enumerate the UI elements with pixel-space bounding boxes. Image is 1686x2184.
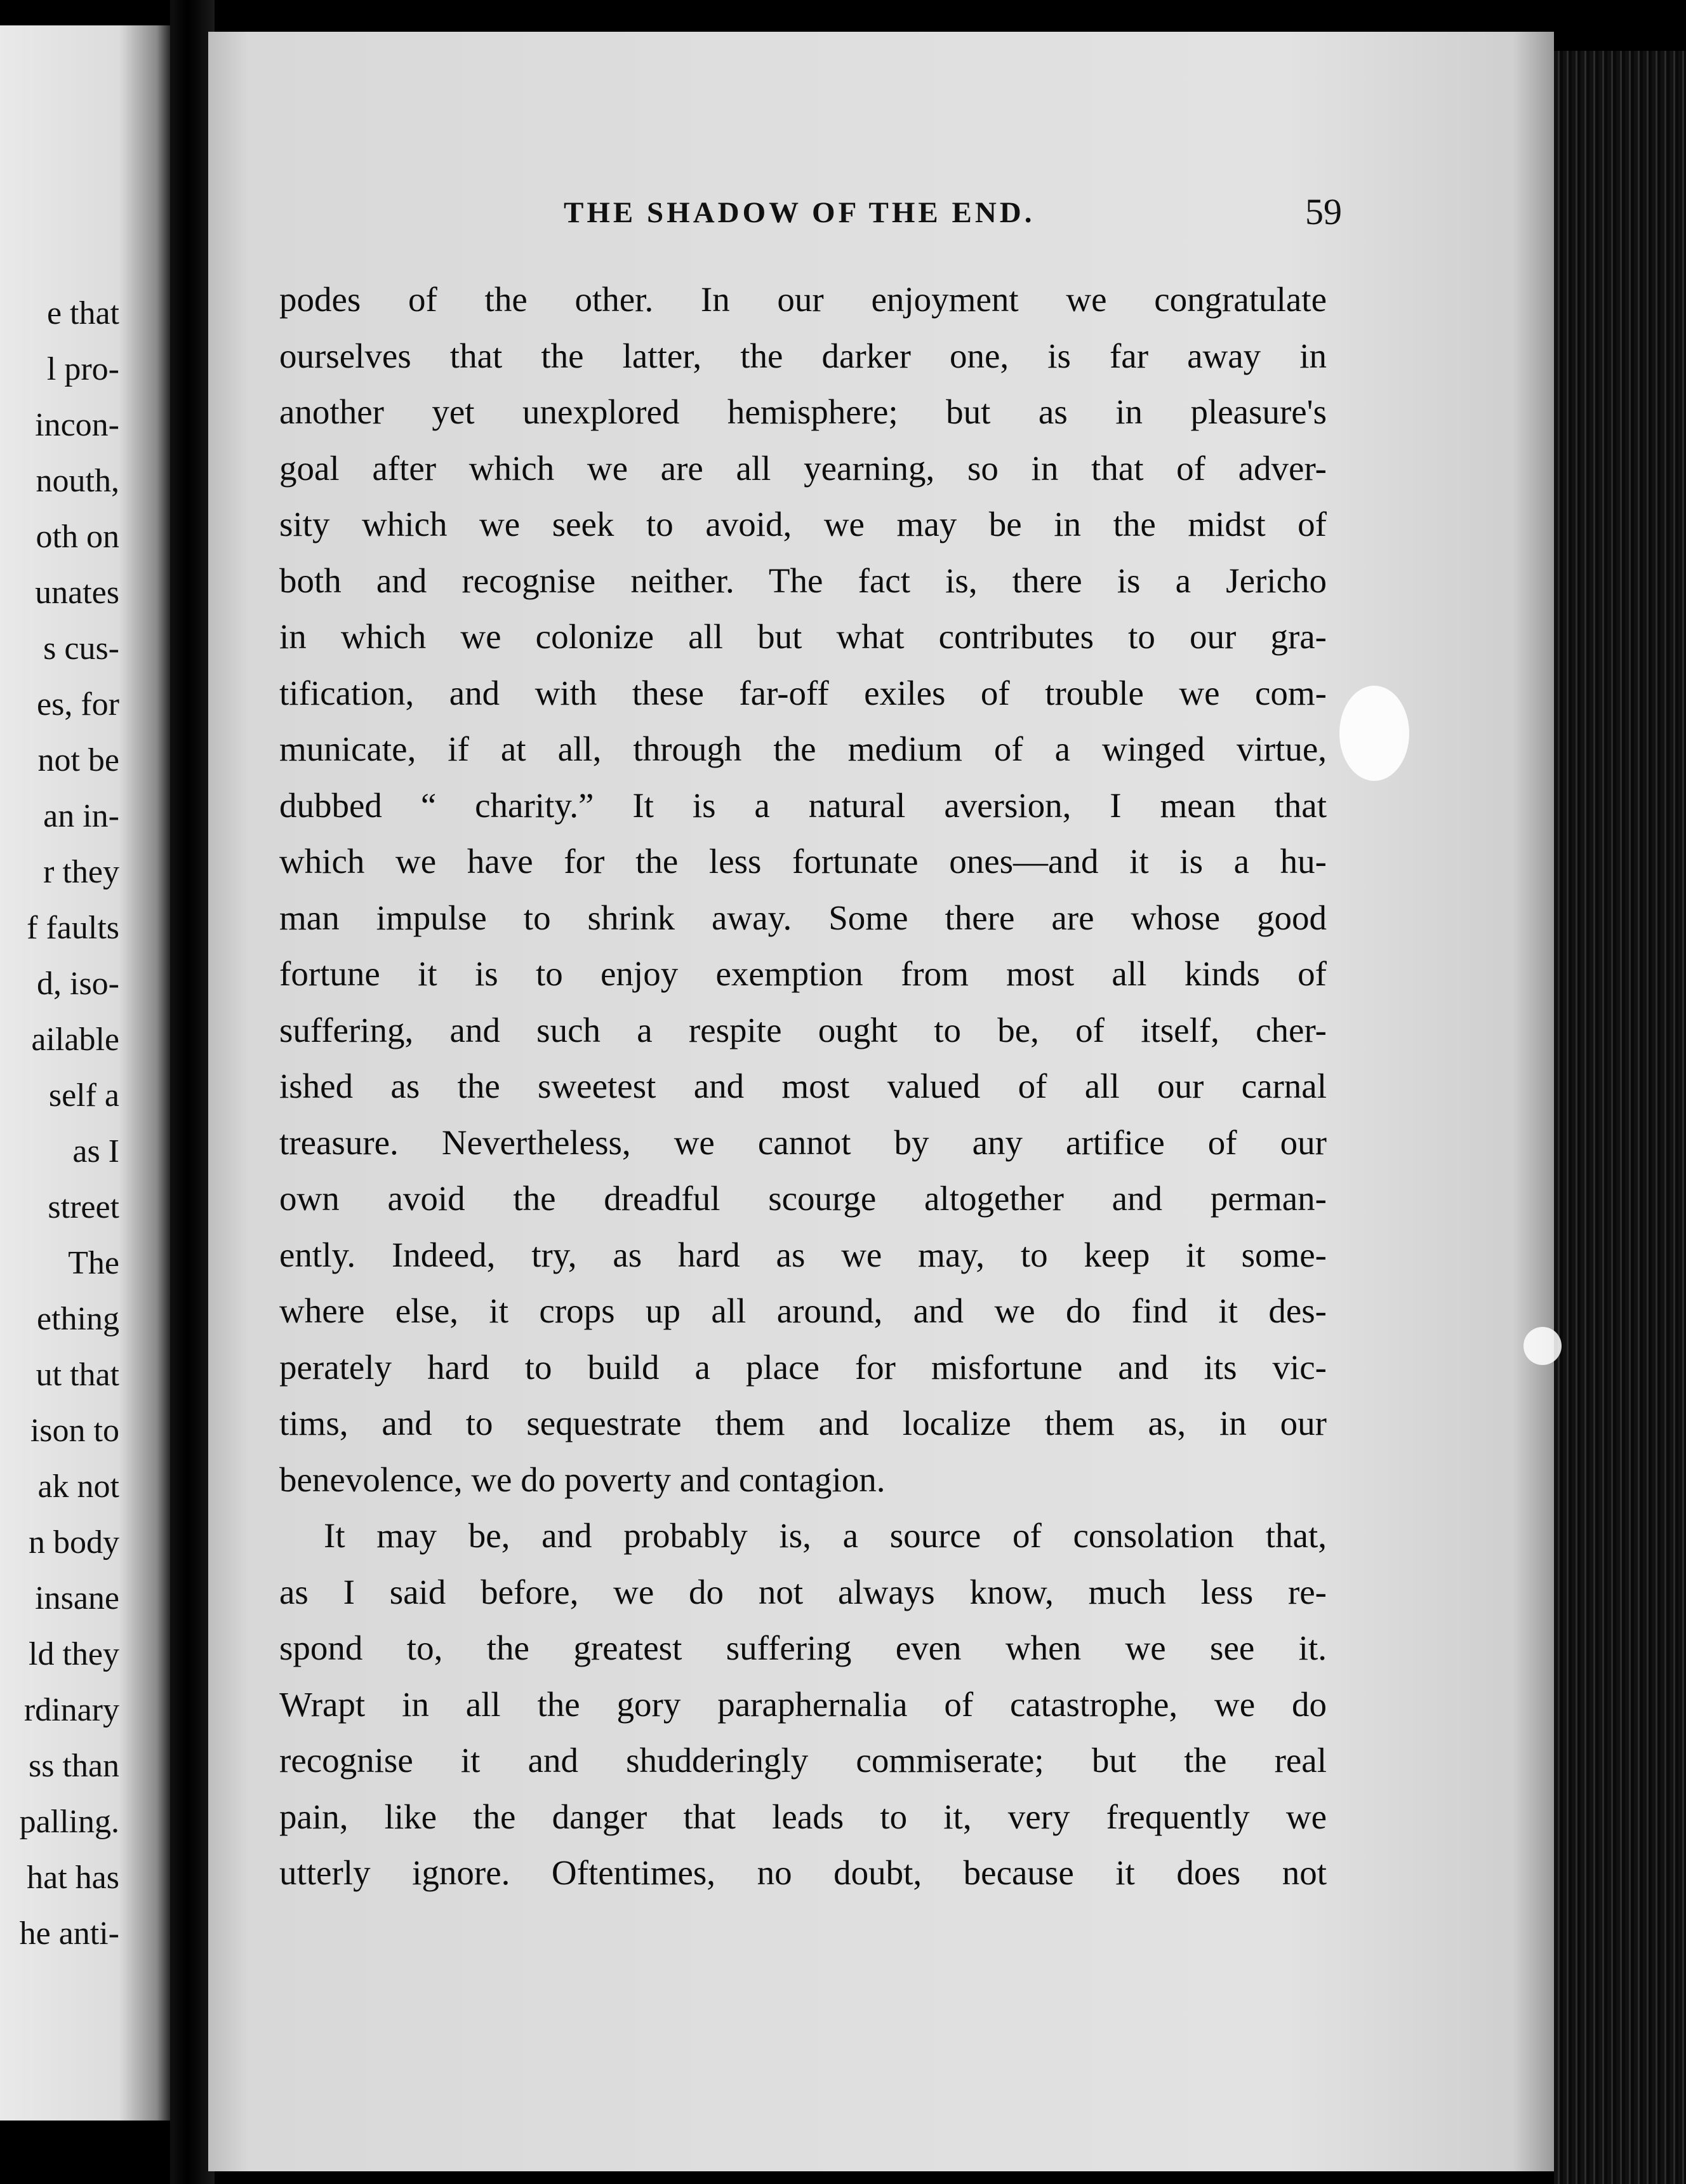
library-stamp-mark [1568,1155,1644,2044]
text-line: as I said before, we do not always know, much less re- [279,1572,1327,1611]
text-line: fortune it is to enjoy exemption from most all kinds of [279,954,1327,993]
text-line: perately hard to build a place for misfortune and its vic- [279,1347,1327,1387]
left-page-line: ss than [29,1748,119,1784]
text-line: treasure. Nevertheless, we cannot by any artifice of our [279,1122,1327,1162]
left-page-line: es, for [37,686,119,722]
left-page-line: The [68,1245,119,1281]
left-page-line: rdinary [23,1692,119,1728]
text-line: recognise it and shudderingly commiserate; but the real [279,1741,1327,1780]
left-page-line: as I [72,1133,119,1169]
text-line: It may be, and probably is, a source of consolation that, [324,1516,1327,1555]
paragraph [279,272,1327,1508]
left-page-line: ak not [37,1468,119,1505]
text-line: podes of the other. In our enjoyment we congratulate [279,280,1327,319]
text-line: sity which we seek to avoid, we may be in the midst of [279,505,1327,543]
left-page-line: self a [48,1077,119,1114]
text-line: municate, if at all, through the medium of a winged virtue, [279,729,1327,768]
text-line: both and recognise neither. The fact is, there is a Jericho [279,561,1327,600]
left-page-line: ething [37,1301,119,1337]
paper-blemish [1523,1327,1562,1365]
left-facing-page [0,25,170,2121]
text-line: own avoid the dreadful scourge altogether and perman- [279,1179,1327,1218]
left-page-line: n body [29,1524,119,1561]
page-number: 59 [1305,191,1342,232]
text-line: man impulse to shrink away. Some there are whose good [279,898,1327,937]
text-line: spond to, the greatest suffering even when we see it. [279,1628,1327,1667]
text-line: pain, like the danger that leads to it, very frequently we [279,1797,1327,1836]
left-page-line: d, iso- [37,966,119,1002]
text-line: where else, it crops up all around, and we do find it des- [279,1291,1327,1330]
text-line: benevolence, we do poverty and contagion. [279,1460,886,1499]
left-page-line: hat has [27,1860,119,1896]
text-line: another yet unexplored hemisphere; but as in pleasure's [279,392,1327,431]
left-page-text [0,286,119,1962]
left-page-line: f faults [27,910,119,946]
text-line: ently. Indeed, try, as hard as we may, to keep it some- [279,1235,1327,1274]
text-line: ourselves that the latter, the darker one, is far away in [279,336,1327,375]
paper-blemish [1339,686,1409,781]
left-page-line: ison to [30,1413,119,1449]
running-head: THE SHADOW OF THE END. [564,196,1035,229]
left-page-line: street [48,1189,119,1225]
left-page-line: insane [35,1580,119,1616]
text-line: goal after which we are all yearning, so in that of adver- [279,448,1327,488]
text-line: ished as the sweetest and most valued of all our carnal [279,1067,1327,1105]
left-page-line: s cus- [43,630,119,667]
left-page-line: e that [46,295,119,331]
text-line: utterly ignore. Oftentimes, no doubt, because it does not [279,1853,1327,1892]
left-page-line: ut that [36,1357,119,1393]
left-page-line: incon- [35,407,119,443]
left-page-line: oth on [36,519,119,555]
left-page-line: r they [43,854,119,890]
left-page-line: palling. [19,1804,119,1840]
text-line: Wrapt in all the gory paraphernalia of catastrophe, we do [279,1684,1327,1724]
left-page-line: an in- [43,798,119,834]
left-page-line: he anti- [19,1915,119,1952]
text-line: which we have for the less fortunate ones—and it is a hu- [279,842,1327,881]
paragraph [279,1508,1327,1901]
left-page-line: nouth, [36,463,119,499]
body-text [279,272,1327,1901]
left-page-line: ailable [31,1022,119,1058]
left-page-line: not be [37,742,119,778]
left-page-line: unates [35,575,119,611]
text-line: tification, and with these far-off exiles of trouble we com- [279,673,1327,712]
left-page-line: l pro- [46,351,119,387]
text-line: suffering, and such a respite ought to be, of itself, cher- [279,1010,1327,1049]
left-page-line: ld they [29,1636,119,1672]
text-line: dubbed “ charity.” It is a natural aversion, I mean that [279,785,1327,825]
text-line: tims, and to sequestrate them and localize them as, in our [279,1404,1327,1442]
text-line: in which we colonize all but what contributes to our gra- [279,617,1327,656]
